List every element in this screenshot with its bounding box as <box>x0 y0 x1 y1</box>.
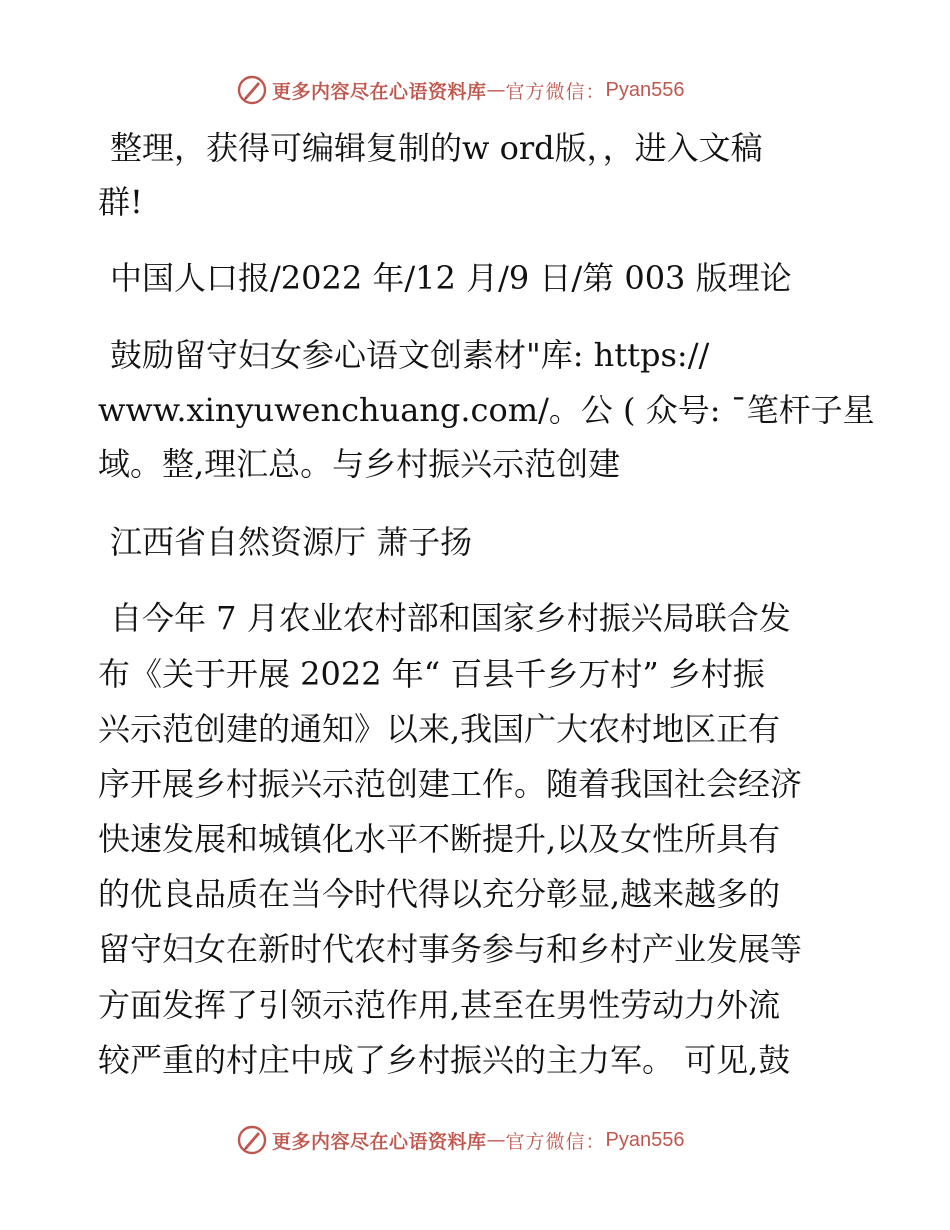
text-line: 群! <box>98 183 143 221</box>
text-line: 序开展乡村振兴示范创建工作。随着我国社会经济 <box>98 765 803 803</box>
footer-watermark <box>236 1122 685 1158</box>
header-watermark <box>236 72 685 108</box>
watermark-official-label: 官方微信： <box>505 1130 606 1153</box>
text-line: 域。整,理汇总。与乡村振兴示范创建 <box>98 445 621 483</box>
text-line: 鼓励留守妇女参心语文创素材"库: https:// <box>110 336 710 374</box>
text-line: www.xinyuwenchuang.com/。公 ( 众号: ¯笔杆子星 <box>98 391 875 429</box>
watermark-wechat-id: Pyan556 <box>605 78 685 101</box>
text-line: 留守妇女在新时代农村事务参与和乡村产业发展等 <box>98 930 803 968</box>
text-line: 快速发展和城镇化水平不断提升,以及女性所具有 <box>98 820 781 858</box>
quill-logo-icon <box>236 1124 268 1156</box>
watermark-site-text: 更多内容尽在心语资料库 <box>272 80 487 103</box>
text-line: 的优良品质在当今时代得以充分彰显,越来越多的 <box>98 875 781 913</box>
text-line: 布《关于开展 2022 年“ 百县千乡万村” 乡村振 <box>98 655 765 693</box>
watermark-wechat-id: Pyan556 <box>605 1128 685 1151</box>
text-line: 中国人口报/2022 年/12 月/9 日/第 003 版理论 <box>110 259 792 297</box>
text-line: 较严重的村庄中成了乡村振兴的主力军。 可见,鼓 <box>98 1041 791 1079</box>
watermark-official-label: 官方微信： <box>505 80 606 103</box>
author-line: 江西省自然资源厅 萧子扬 <box>110 523 473 561</box>
watermark-separator: — <box>486 1129 506 1151</box>
text-line: 方面发挥了引领示范作用,甚至在男性劳动力外流 <box>98 986 781 1024</box>
quill-logo-icon <box>236 74 268 106</box>
text-line: 自今年 7 月农业农村部和国家乡村振兴局联合发 <box>110 599 791 637</box>
text-line: 兴示范创建的通知》以来,我国广大农村地区正有 <box>98 710 781 748</box>
text-line: 整理，获得可编辑复制的w ord版，，进入文稿 <box>110 129 763 167</box>
watermark-site-text: 更多内容尽在心语资料库 <box>272 1130 487 1153</box>
watermark-separator: — <box>486 79 506 101</box>
